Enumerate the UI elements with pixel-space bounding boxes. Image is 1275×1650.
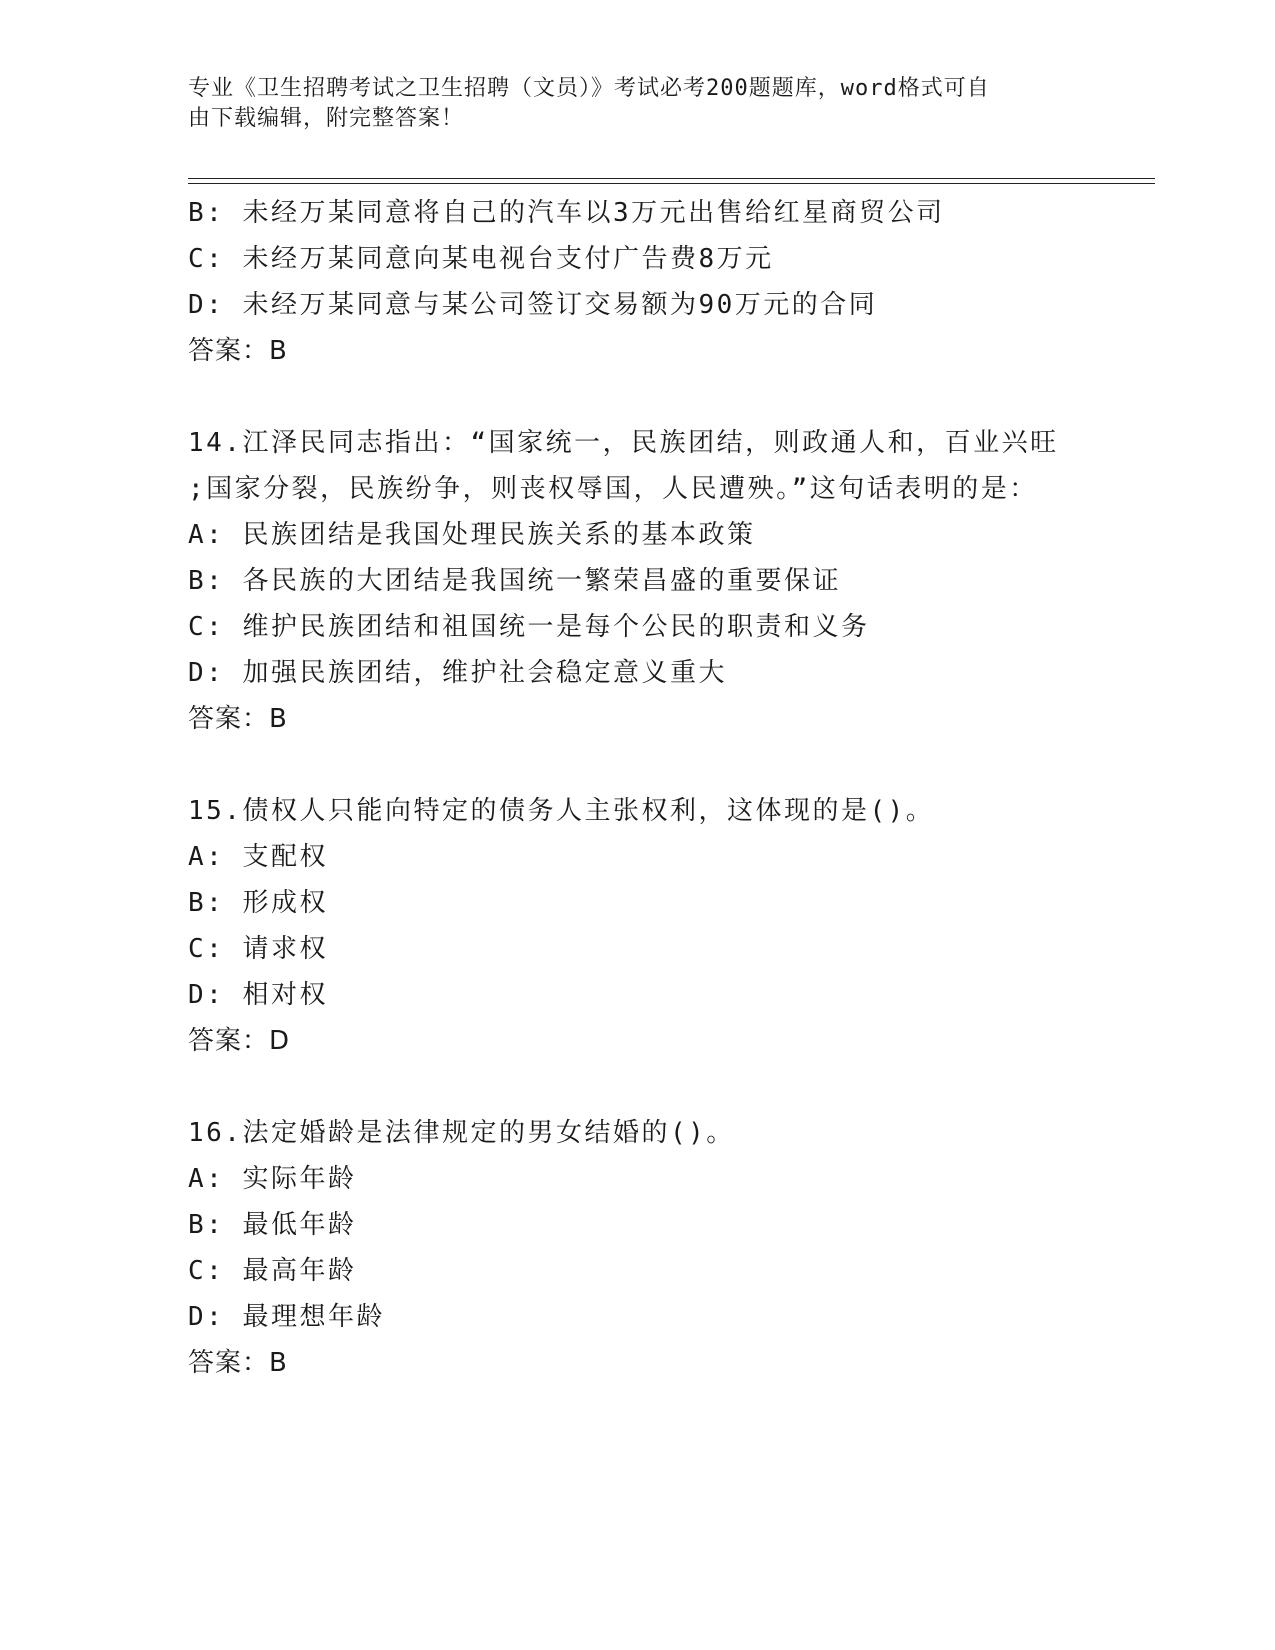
question-13-continued	[188, 190, 1128, 374]
option-c: C: 请求权	[188, 934, 328, 964]
header-divider-top	[188, 178, 1155, 179]
option-b: B: 形成权	[188, 888, 328, 918]
header-line-2: 由下载编辑，附完整答案！	[188, 106, 465, 131]
question-15	[188, 788, 1128, 1064]
option-d: D: 最理想年龄	[188, 1302, 385, 1332]
document-header	[188, 74, 1088, 134]
option-d: D: 相对权	[188, 980, 328, 1010]
spacer	[188, 1064, 1128, 1110]
question-stem: 14.江泽民同志指出：“国家统一，民族团结，则政通人和，百业兴旺	[188, 428, 1059, 458]
option-a: A: 民族团结是我国处理民族关系的基本政策	[188, 520, 756, 550]
option-a: A: 支配权	[188, 842, 328, 872]
question-14	[188, 420, 1128, 742]
option-b: B: 各民族的大团结是我国统一繁荣昌盛的重要保证	[188, 566, 841, 596]
question-16	[188, 1110, 1128, 1386]
option-b: B: 最低年龄	[188, 1210, 357, 1240]
header-line-1: 专业《卫生招聘考试之卫生招聘（文员）》考试必考200题题库，word格式可自	[188, 76, 990, 101]
option-c: C: 维护民族团结和祖国统一是每个公民的职责和义务	[188, 612, 870, 642]
answer-line: 答案：B	[188, 704, 288, 734]
answer-line: 答案：B	[188, 336, 288, 366]
option-c: C: 最高年龄	[188, 1256, 357, 1286]
option-d: D: 加强民族团结，维护社会稳定意义重大	[188, 658, 727, 688]
header-divider-bottom	[188, 183, 1155, 184]
option-b: B: 未经万某同意将自己的汽车以3万元出售给红星商贸公司	[188, 198, 945, 228]
answer-line: 答案：D	[188, 1026, 291, 1056]
option-a: A: 实际年龄	[188, 1164, 357, 1194]
answer-line: 答案：B	[188, 1348, 288, 1378]
option-d: D: 未经万某同意与某公司签订交易额为90万元的合同	[188, 290, 878, 320]
spacer	[188, 374, 1128, 420]
question-stem: ;国家分裂，民族纷争，则丧权辱国，人民遭殃。”这句话表明的是：	[188, 474, 1038, 504]
question-stem: 16.法定婚龄是法律规定的男女结婚的()。	[188, 1118, 735, 1148]
document-body	[188, 190, 1128, 1386]
spacer	[188, 742, 1128, 788]
question-stem: 15.债权人只能向特定的债务人主张权利，这体现的是()。	[188, 796, 935, 826]
option-c: C: 未经万某同意向某电视台支付广告费8万元	[188, 244, 774, 274]
